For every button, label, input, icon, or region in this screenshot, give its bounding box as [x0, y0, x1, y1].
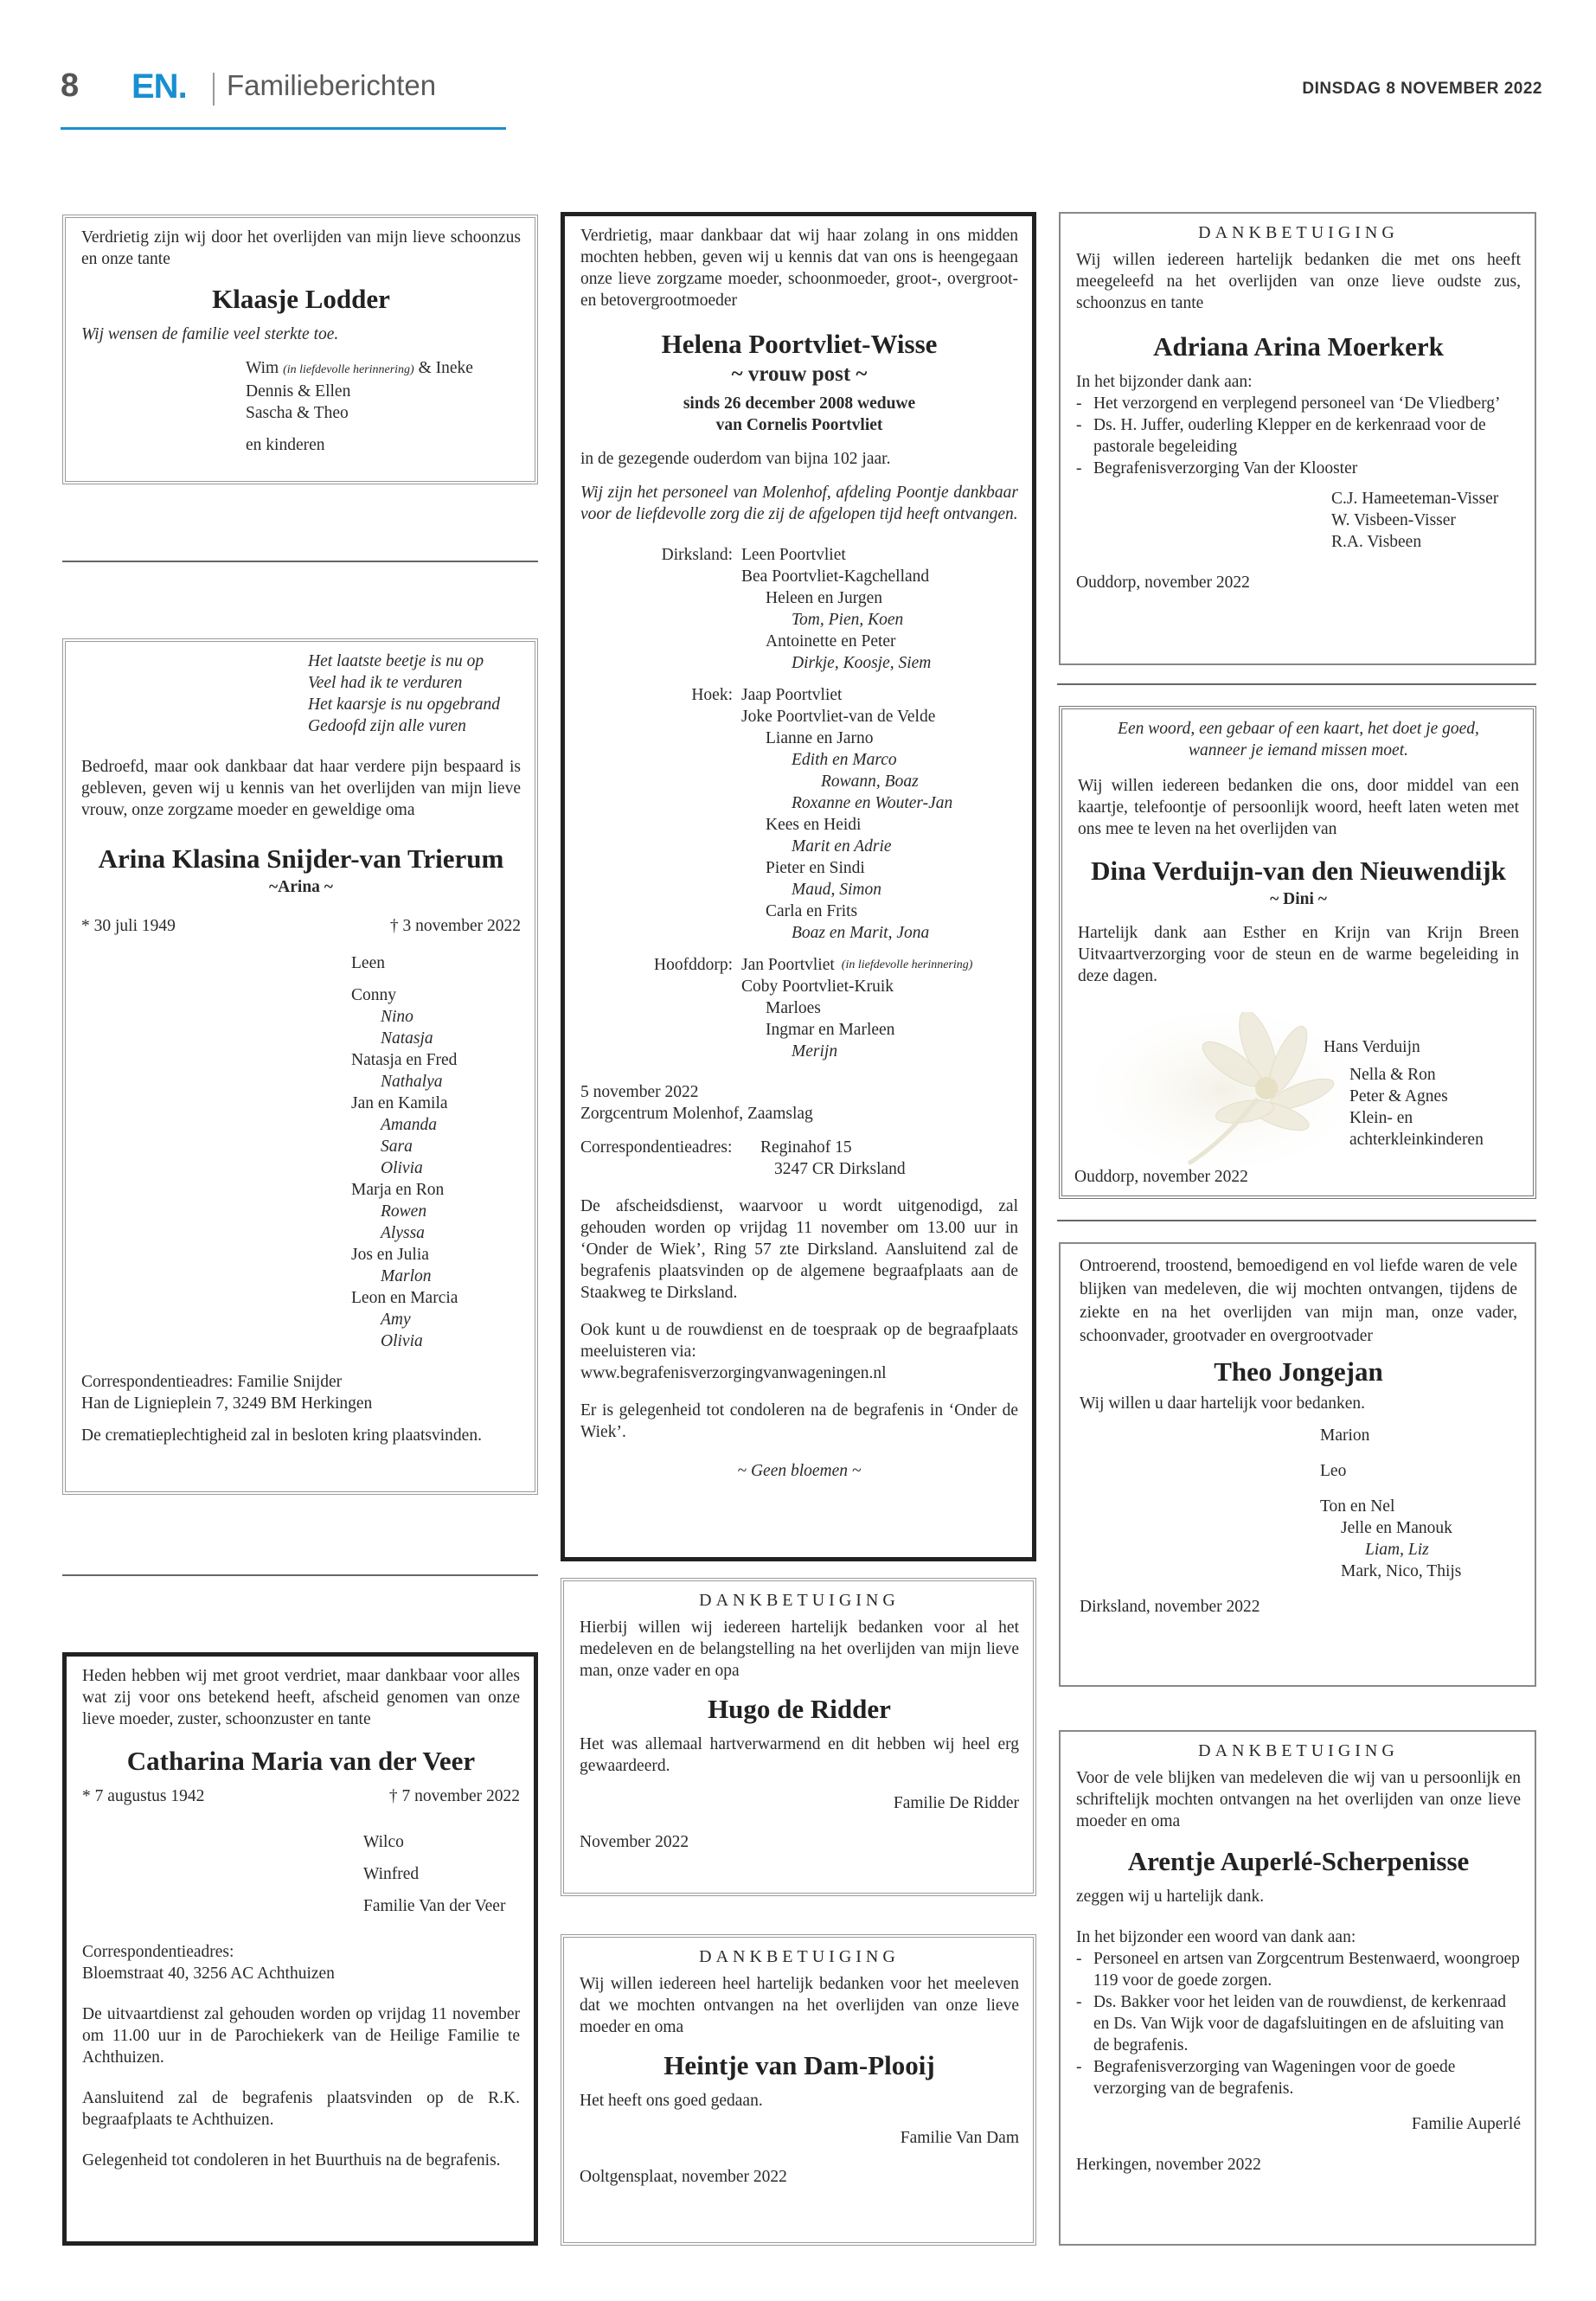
- notice-title: DANKBETUIGING: [699, 1947, 900, 1966]
- birth-date: * 30 juli 1949: [81, 917, 176, 935]
- family-member: Marja en Ron: [351, 1181, 445, 1199]
- family-list: [580, 544, 1018, 1062]
- signatory: Winfred: [363, 1865, 420, 1883]
- quote-line: Een woord, een gebaar of een kaart, het doet je goed,: [1118, 720, 1479, 738]
- grandchild-name: Roxanne en Wouter-Jan: [792, 794, 953, 812]
- grandchild-name: Olivia: [381, 1332, 423, 1350]
- poem-line: Het kaarsje is nu opgebrand: [308, 695, 501, 714]
- signatory: Hans Verduijn: [1324, 1038, 1420, 1056]
- notice-intro: Ontroerend, troostend, bemoedigend en vol liefde waren de vele blijken van medeleven, die wij mochten ontvangen, tijdens de ziekte en na het overlijden van mijn man, onze vader, schoonvader, grootvader en overgrootvader: [1080, 1257, 1517, 1345]
- signatory: Ton en Nel: [1320, 1497, 1395, 1516]
- family-row: [580, 587, 1018, 609]
- family-place: [580, 749, 741, 771]
- signatory: W. Visbeen-Visser: [1331, 511, 1456, 529]
- family-row: [580, 631, 1018, 652]
- family-row: [580, 771, 1018, 792]
- bullet-dash: -: [1076, 459, 1082, 478]
- family-member: Carla en Frits: [766, 902, 858, 920]
- thanks-item-text: Ds. Bakker voor het leiden van de rouwdienst, de kerkenraad en Ds. Van Wijk voor de dagafsluitingen en de afsluiting van de begrafenis.: [1093, 1993, 1507, 2054]
- bullet-dash: -: [1076, 1993, 1082, 2011]
- family-place: [580, 922, 741, 944]
- family-place: [580, 792, 741, 814]
- family-place: [580, 566, 741, 587]
- deceased-name: Helena Poortvliet-Wisse: [661, 329, 938, 359]
- notice-veer: [62, 1652, 538, 2246]
- signatory: Peter & Agnes: [1349, 1087, 1448, 1106]
- notice-date: Herkingen, november 2022: [1076, 2156, 1261, 2174]
- poem: [308, 651, 521, 737]
- column-rule: [1057, 683, 1536, 685]
- family-member: Natasja en Fred: [351, 1051, 458, 1069]
- notice-date: Dirksland, november 2022: [1080, 1598, 1260, 1616]
- family-row: [580, 879, 1018, 901]
- notice-title: DANKBETUIGING: [1198, 1741, 1399, 1760]
- thanks-list: [1076, 393, 1521, 479]
- notice-moerkerk: [1059, 212, 1536, 665]
- signatory: Wim: [246, 359, 279, 377]
- family-row: [580, 976, 1018, 997]
- signatory: Mark, Nico, Thijs: [1341, 1562, 1462, 1580]
- no-flowers: ~ Geen bloemen ~: [737, 1462, 862, 1480]
- header-underline: [61, 127, 506, 130]
- condolence-info: Gelegenheid tot condoleren in het Buurthuis na de begrafenis.: [82, 2151, 501, 2170]
- signatories: [1320, 1425, 1517, 1582]
- notice-dam: [561, 1934, 1036, 2246]
- family-row: [580, 792, 1018, 814]
- family-member: Ingmar en Marleen: [766, 1021, 895, 1039]
- signatory: Familie Auperlé: [1411, 2115, 1521, 2133]
- header-divider: [213, 73, 215, 106]
- family-place: [580, 836, 741, 857]
- correspondence: [81, 1371, 521, 1414]
- family-row: [580, 566, 1018, 587]
- notice-ridder: [561, 1578, 1036, 1896]
- family-member: Antoinette en Peter: [766, 632, 896, 651]
- notice-jongejan: [1059, 1242, 1536, 1687]
- deceased-name: Arentje Auperlé-Scherpenisse: [1127, 1846, 1470, 1876]
- notice-snijder: [62, 638, 538, 1495]
- thanks-item: [1076, 1948, 1521, 1991]
- signatories: [1331, 488, 1521, 553]
- family-place: [580, 976, 741, 997]
- deceased-name: Heintje van Dam-Plooij: [663, 2050, 935, 2080]
- grandchild-name: Nino: [381, 1008, 413, 1026]
- notice-intro: Heden hebben wij met groot verdriet, maar dankbaar voor alles wat zij voor ons betekend heeft, afscheid genomen van onze lieve moeder, zuster, schoonzuster en tante: [82, 1667, 520, 1728]
- issue-date: DINSDAG 8 NOVEMBER 2022: [1302, 80, 1542, 98]
- correspondence: [580, 1137, 1018, 1180]
- family-member: Leen: [351, 954, 385, 972]
- notice-place: Zorgcentrum Molenhof, Zaamslag: [580, 1105, 813, 1123]
- grandchild-name: Tom, Pien, Koen: [792, 611, 904, 629]
- widow-line: van Cornelis Poortvliet: [715, 416, 883, 434]
- grandchild-name: Nathalya: [381, 1073, 443, 1091]
- notice-text: Het heeft ons goed gedaan.: [580, 2092, 763, 2110]
- family-row: [580, 857, 1018, 879]
- signatory-note: (in liefdevolle herinnering): [283, 363, 414, 376]
- page-number: 8: [61, 67, 80, 104]
- grandchild-name: Amy: [381, 1311, 411, 1329]
- thanks-list: [1076, 1948, 1521, 2099]
- notice-title: DANKBETUIGING: [1198, 223, 1399, 242]
- notice-intro: Wij willen iedereen heel hartelijk bedanken voor het meeleven dat we mochten ontvangen na het overlijden van onze lieve moeder en oma: [580, 1975, 1019, 2036]
- family-row: [580, 954, 1018, 976]
- life-dates: [82, 1785, 520, 1807]
- thanks-item-text: Het verzorgend en verplegend personeel van ‘De Vliedberg’: [1093, 394, 1501, 413]
- family-place: Dirksland:: [661, 546, 733, 564]
- deceased-name: Klaasje Lodder: [212, 284, 390, 314]
- life-dates: [81, 915, 521, 937]
- notice-intro: Bedroefd, maar ook dankbaar dat haar verdere pijn bespaard is gebleven, geven wij u kennis van het overlijden van mijn lieve vrouw, onze zorgzame moeder en geweldige oma: [81, 758, 521, 819]
- family-place: Hoofddorp:: [654, 956, 733, 974]
- section-title: Familieberichten: [227, 69, 437, 101]
- signatory: Dennis & Ellen: [246, 382, 351, 401]
- family-member: Pieter en Sindi: [766, 859, 865, 877]
- family-place: [580, 1019, 741, 1041]
- signatory: & Ineke: [418, 359, 473, 377]
- thanks-item-text: Ds. H. Juffer, ouderling Klepper en de kerkenraad voor de pastorale begeleiding: [1093, 416, 1486, 456]
- signatories: [246, 357, 521, 456]
- correspondence-line: Correspondentieadres: Familie Snijder: [81, 1373, 343, 1391]
- grandchild-name: Rowen: [381, 1202, 427, 1221]
- family-member: Coby Poortvliet-Kruik: [741, 977, 894, 996]
- death-date: † 7 november 2022: [388, 1787, 520, 1805]
- correspondence-line: Han de Lignieplein 7, 3249 BM Herkingen: [81, 1394, 373, 1413]
- notice-intro: Verdrietig zijn wij door het overlijden van mijn lieve schoonzus en onze tante: [81, 228, 521, 268]
- notice-text: zeggen wij u hartelijk dank.: [1076, 1888, 1265, 1906]
- notice-poortvliet: [561, 212, 1036, 1561]
- family-row: [580, 684, 1018, 706]
- grandchild-name: Amanda: [381, 1116, 437, 1134]
- family-row: [580, 814, 1018, 836]
- grandchild-name: Sara: [381, 1138, 413, 1156]
- notice-text: Het was allemaal hartverwarmend en dit hebben wij heel erg gewaardeerd.: [580, 1735, 1019, 1775]
- family-member: Lianne en Jarno: [766, 729, 874, 747]
- signatory: Familie Van der Veer: [363, 1897, 506, 1915]
- thanks-item-text: Personeel en artsen van Zorgcentrum Bestenwaerd, woongroep 119 voor de goede zorgen.: [1093, 1950, 1520, 1990]
- notice-date: 5 november 2022: [580, 1083, 699, 1101]
- signatory: Jelle en Manouk: [1341, 1519, 1452, 1537]
- notice-lodder: [62, 215, 538, 484]
- grandchild-name: Merijn: [792, 1042, 838, 1061]
- condolence-info: Er is gelegenheid tot condoleren na de begrafenis in ‘Onder de Wiek’.: [580, 1401, 1018, 1441]
- family-row: [580, 609, 1018, 631]
- flower-image: [1093, 1012, 1353, 1168]
- notice-date: November 2022: [580, 1833, 689, 1851]
- notice-text: Hartelijk dank aan Esther en Krijn van Krijn Breen Uitvaartverzorging voor de steun en de warme begeleiding in deze dagen.: [1078, 924, 1519, 985]
- family-member: Kees en Heidi: [766, 816, 862, 834]
- thanks-item: [1076, 393, 1521, 414]
- family-place: [580, 727, 741, 749]
- grandchild-name: Marit en Adrie: [792, 837, 892, 856]
- grandchild-name: Natasja: [381, 1029, 433, 1048]
- signatory: Familie De Ridder: [893, 1794, 1019, 1812]
- quote-line: wanneer je iemand missen moet.: [1189, 741, 1408, 760]
- family-member: Leon en Marcia: [351, 1289, 458, 1307]
- death-date: † 3 november 2022: [389, 917, 521, 935]
- notice-date: Ouddorp, november 2022: [1074, 1168, 1248, 1186]
- family-note: (in liefdevolle herinnering): [841, 958, 973, 971]
- column-rule: [1057, 1220, 1536, 1221]
- thanks-item-text: Begrafenisverzorging van Wageningen voor de goede verzorging van de begrafenis.: [1093, 2058, 1456, 2098]
- notice-text: Wij willen u daar hartelijk voor bedanken.: [1080, 1394, 1366, 1413]
- thanks-item-text: Begrafenisverzorging Van der Klooster: [1093, 459, 1358, 478]
- notice-date: Ouddorp, november 2022: [1076, 574, 1250, 592]
- signatory: Nella & Ron: [1349, 1066, 1436, 1084]
- age-line: in de gezegende ouderdom van bijna 102 jaar.: [580, 450, 891, 468]
- correspondence: [82, 1941, 520, 1984]
- family-list: [351, 952, 521, 1352]
- deceased-name: Catharina Maria van der Veer: [126, 1746, 476, 1776]
- signatory: Sascha & Theo: [246, 404, 349, 422]
- signatory: Liam, Liz: [1365, 1541, 1429, 1559]
- correspondence-label: Correspondentieadres:: [580, 1138, 733, 1157]
- bullet-dash: -: [1076, 2058, 1082, 2076]
- signatory: R.A. Visbeen: [1331, 533, 1422, 551]
- correspondence-line: Bloemstraat 40, 3256 AC Achthuizen: [82, 1965, 335, 1983]
- deceased-nickname: ~ vrouw post ~: [731, 362, 868, 386]
- poem-line: Het laatste beetje is nu op: [308, 652, 484, 670]
- family-row: [580, 836, 1018, 857]
- correspondence-line: Reginahof 15: [760, 1138, 852, 1157]
- family-row: [580, 1019, 1018, 1041]
- special-thanks: In het bijzonder dank aan:: [1076, 373, 1253, 391]
- deceased-name: Dina Verduijn-van den Nieuwendijk: [1091, 856, 1506, 886]
- correspondence-line: 3247 CR Dirksland: [774, 1160, 906, 1178]
- deceased-name: Theo Jongejan: [1214, 1356, 1383, 1387]
- family-place: [580, 609, 741, 631]
- family-place: [580, 631, 741, 652]
- family-place: [580, 879, 741, 901]
- service-info: De uitvaartdienst zal gehouden worden op vrijdag 11 november om 11.00 uur in de Parochiekerk van de Heilige Familie te Achthuizen.: [82, 2005, 520, 2067]
- notice-verduijn: [1059, 706, 1536, 1199]
- special-thanks: In het bijzonder een woord van dank aan:: [1076, 1928, 1356, 1946]
- notice-intro: Wij willen iedereen bedanken die ons, door middel van een kaartje, telefoontje of persoonlijk woord, heeft laten weten met ons mee te leven na het overlijden van: [1078, 777, 1519, 838]
- signatories: [1349, 1064, 1484, 1150]
- notice-auperle: [1059, 1730, 1536, 2246]
- grandchild-name: Rowann, Boaz: [821, 772, 919, 791]
- grandchild-name: Marlon: [381, 1267, 432, 1285]
- signatory: achterkleinkinderen: [1349, 1131, 1484, 1149]
- deceased-name: Adriana Arina Moerkerk: [1153, 331, 1444, 362]
- family-row: [580, 901, 1018, 922]
- thanks-item: [1076, 414, 1521, 458]
- family-member: Jos en Julia: [351, 1246, 429, 1264]
- bullet-dash: -: [1076, 394, 1082, 413]
- notice-wish: Wij wensen de familie veel sterkte toe.: [81, 325, 339, 343]
- thanks-item: [1076, 1991, 1521, 2056]
- column-rule: [62, 1574, 538, 1576]
- family-member: Joke Poortvliet-van de Velde: [741, 708, 936, 726]
- deceased-name: Hugo de Ridder: [708, 1694, 891, 1724]
- family-place: [580, 814, 741, 836]
- poem-line: Gedoofd zijn alle vuren: [308, 717, 466, 735]
- signatories: [363, 1826, 520, 1922]
- family-row: [580, 544, 1018, 566]
- notice-intro: Wij willen iedereen hartelijk bedanken die met ons heeft meegeleefd na het overlijden van onze lieve oudste zus, schoonzus en tante: [1076, 251, 1521, 312]
- thanks-item: [1076, 2056, 1521, 2099]
- staff-thanks: Wij zijn het personeel van Molenhof, afdeling Poontje dankbaar voor de liefdevolle zorg die zij de afgelopen tijd heeft ontvangen.: [580, 484, 1018, 523]
- widow-line: sinds 26 december 2008 weduwe: [683, 394, 916, 413]
- signatory: en kinderen: [246, 436, 325, 454]
- grandchild-name: Alyssa: [381, 1224, 425, 1242]
- notice-date: Ooltgensplaat, november 2022: [580, 2168, 787, 2186]
- notice-intro: Voor de vele blijken van medeleven die wij van u persoonlijk en schriftelijk mochten ontvangen na het overlijden van onze lieve moeder en oma: [1076, 1769, 1521, 1830]
- signatory: C.J. Hameeteman-Visser: [1331, 490, 1499, 508]
- family-row: [580, 997, 1018, 1019]
- grandchild-name: Maud, Simon: [792, 881, 881, 899]
- notice-intro: Hierbij willen wij iedereen hartelijk bedanken voor al het medeleven en de belangstelling na het overlijden van mijn lieve man, onze vader en opa: [580, 1618, 1019, 1680]
- family-row: [580, 1041, 1018, 1062]
- family-member: Jan Poortvliet: [741, 956, 835, 974]
- family-member: Heleen en Jurgen: [766, 589, 883, 607]
- family-place: [580, 857, 741, 879]
- poem-line: Veel had ik te verduren: [308, 674, 463, 692]
- signatory: Leo: [1320, 1462, 1347, 1480]
- family-place: [580, 997, 741, 1019]
- stream-info: Ook kunt u de rouwdienst en de toespraak op de begraafplaats meeluisteren via:: [580, 1321, 1018, 1361]
- thanks-item: [1076, 458, 1521, 479]
- family-row: [580, 706, 1018, 727]
- grandchild-name: Olivia: [381, 1159, 423, 1177]
- correspondence-line: Correspondentieadres:: [82, 1943, 234, 1961]
- signatory: Marion: [1320, 1426, 1370, 1445]
- family-place: [580, 706, 741, 727]
- family-place: [580, 1041, 741, 1062]
- family-row: [580, 652, 1018, 674]
- family-member: Jaap Poortvliet: [741, 686, 843, 704]
- newspaper-logo: EN.: [131, 67, 187, 106]
- family-member: Bea Poortvliet-Kagchelland: [741, 567, 930, 586]
- service-info: De afscheidsdienst, waarvoor u wordt uitgenodigd, zal gehouden worden op vrijdag 11 november om 13.00 uur in ‘Onder de Wiek’, Ring 57 zte Dirksland. Aansluitend zal de begrafenis plaatsvinden op de algemene begraafplaats aan de Staakweg te Dirksland.: [580, 1197, 1018, 1302]
- date-place: [580, 1081, 1018, 1125]
- family-row: [580, 727, 1018, 749]
- family-place: [580, 652, 741, 674]
- family-member: Leen Poortvliet: [741, 546, 846, 564]
- bullet-dash: -: [1076, 416, 1082, 434]
- signatory: Klein- en: [1349, 1109, 1413, 1127]
- signatory: Familie Van Dam: [900, 2129, 1019, 2147]
- birth-date: * 7 augustus 1942: [82, 1787, 205, 1805]
- family-place: [580, 587, 741, 609]
- column-rule: [62, 561, 538, 562]
- deceased-nickname: ~ Dini ~: [1270, 890, 1327, 908]
- page-header: [0, 0, 1596, 138]
- signatory: Wilco: [363, 1833, 404, 1851]
- family-row: [580, 749, 1018, 771]
- notice-title: DANKBETUIGING: [699, 1591, 900, 1610]
- family-member: Conny: [351, 986, 397, 1004]
- deceased-nickname: ~Arina ~: [269, 878, 333, 896]
- grandchild-name: Boaz en Marit, Jona: [792, 924, 930, 942]
- ceremony-info: De crematieplechtigheid zal in besloten kring plaatsvinden.: [81, 1426, 482, 1445]
- deceased-name: Arina Klasina Snijder-van Trierum: [98, 843, 504, 874]
- family-row: [580, 922, 1018, 944]
- grandchild-name: Edith en Marco: [792, 751, 897, 769]
- family-place: Hoek:: [691, 686, 733, 704]
- family-member: Marloes: [766, 999, 821, 1017]
- burial-info: Aansluitend zal de begrafenis plaatsvinden op de R.K. begraafplaats te Achthuizen.: [82, 2089, 520, 2129]
- bullet-dash: -: [1076, 1950, 1082, 1968]
- notice-intro: Verdrietig, maar dankbaar dat wij haar zolang in ons midden mochten hebben, geven wij u kennis dat van ons is heengegaan onze lieve zorgzame moeder, schoonmoeder, groot-, overgroot- en betovergrootmoeder: [580, 227, 1018, 310]
- family-place: [580, 901, 741, 922]
- family-place: [580, 771, 741, 792]
- stream-url[interactable]: www.begrafenisverzorgingvanwageningen.nl: [580, 1364, 887, 1382]
- grandchild-name: Dirkje, Koosje, Siem: [792, 654, 932, 672]
- family-member: Jan en Kamila: [351, 1094, 448, 1112]
